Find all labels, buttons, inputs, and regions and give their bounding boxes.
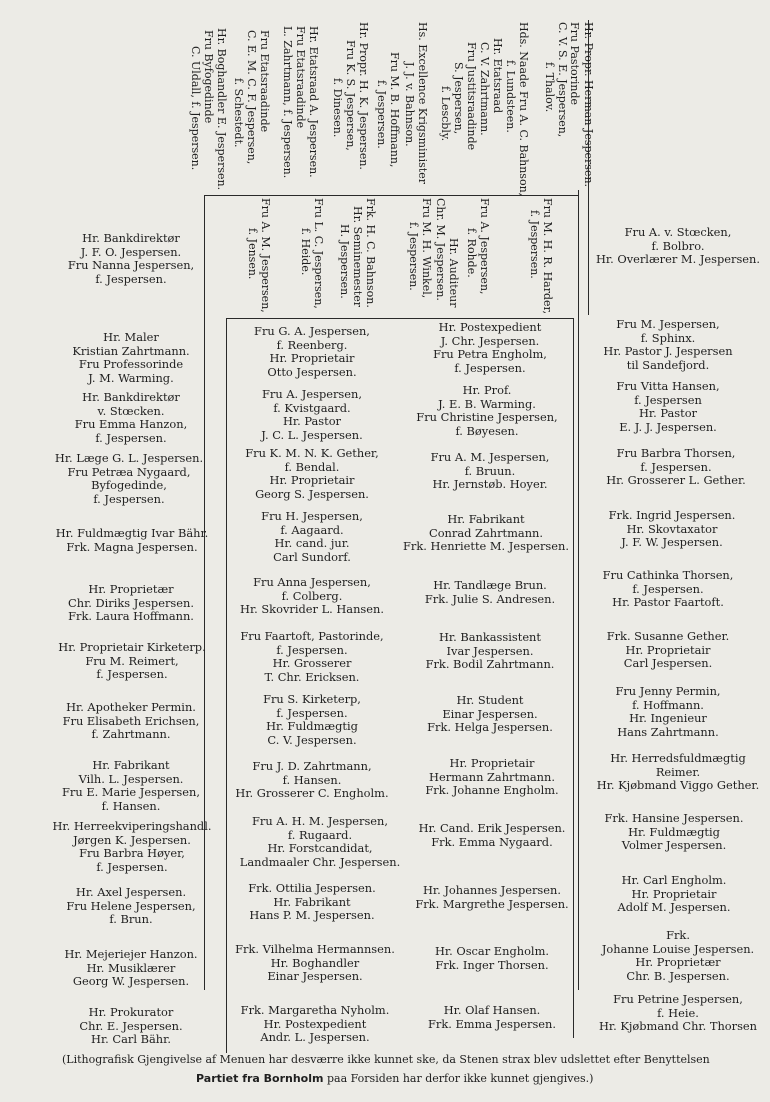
inner-right-seat-8: Hr. Proprietair Hermann Zahrtmann. Frk. Johanne Engholm.	[425, 756, 559, 798]
inner-right-seat-7: Hr. Student Einar Jespersen. Frk. Helga Jespersen.	[427, 693, 553, 735]
mid-vertical-name-13: f. Heide.	[299, 228, 312, 276]
mid-vertical-name-3: Fru A. Jespersen,	[478, 198, 491, 295]
inner-frame-left	[226, 318, 227, 1053]
left-seat-10: Hr. Herreekviperingshandl. Jørgen K. Jespersen. Fru Barbra Høyer, f. Jespersen.	[52, 819, 212, 874]
mid-vertical-name-11: H. Jespersen.	[338, 224, 351, 299]
inner-left-seat-7: Fru S. Kirketerp, f. Jespersen. Hr. Fuldmægtig C. V. Jespersen.	[263, 692, 361, 747]
right-seat-1: Fru A. v. Stœcken, f. Bolbro. Hr. Overlærer M. Jespersen.	[595, 225, 760, 267]
inner-left-seat-12: Frk. Margaretha Nyholm. Hr. Postexpedient Andr. L. Jespersen.	[240, 1003, 390, 1045]
inner-left-seat-11: Frk. Vilhelma Hermannsen. Hr. Boghandler Einar Jespersen.	[235, 942, 395, 984]
vertical-name-2: Fru Pastorinde	[568, 22, 581, 106]
inner-left-seat-5: Fru Anna Jespersen, f. Colberg. Hr. Skovrider L. Hansen.	[240, 575, 384, 617]
left-seat-3: Hr. Bankdirektør v. Stœcken. Fru Emma Hanzon, f. Jespersen.	[74, 390, 188, 445]
vertical-name-10: S. Jespersen,	[452, 62, 465, 135]
left-seat-9: Hr. Fabrikant Vilh. L. Jespersen. Fru E. Marie Jespersen, f. Hansen.	[62, 758, 200, 813]
mid-vertical-name-4: f. Rohde.	[465, 228, 478, 278]
inner-right-seat-3: Fru A. M. Jespersen, f. Bruun. Hr. Jernstøb. Hoyer.	[430, 450, 550, 492]
right-seat-12: Frk. Johanne Louise Jespersen. Hr. Proprietær Chr. B. Jespersen.	[601, 928, 755, 983]
vertical-name-7: Hr. Etatsraad	[491, 38, 504, 114]
inner-left-seat-9: Fru A. H. M. Jespersen, f. Rugaard. Hr. Forstcandidat, Landmaaler Chr. Jespersen.	[239, 814, 401, 869]
vertical-name-6: f. Lundsteen.	[504, 60, 517, 133]
footer-note: (Lithografisk Gjengivelse af Menuen har desværre ikke kunnet ske, da Stenen strax blev udslettet efter Benyttelsen	[62, 1053, 710, 1066]
inner-left-seat-8: Fru J. D. Zahrtmann, f. Hansen. Hr. Grosserer C. Engholm.	[235, 759, 389, 801]
left-seat-2: Hr. Maler Kristian Zahrtmann. Fru Professorinde J. M. Warming.	[72, 330, 190, 385]
right-seat-2: Fru M. Jespersen, f. Sphinx. Hr. Pastor J. Jespersen til Sandefjord.	[603, 317, 733, 372]
right-seat-7: Frk. Susanne Gether. Hr. Proprietair Carl Jespersen.	[606, 629, 730, 671]
vertical-name-16: Hr. Propr. H. K. Jespersen.	[357, 22, 370, 170]
inner-right-seat-11: Hr. Oscar Engholm. Frk. Inger Thorsen.	[435, 944, 549, 972]
left-seat-1: Hr. Bankdirektør J. F. O. Jespersen. Fru Nanna Jespersen, f. Jespersen.	[67, 231, 195, 286]
vertical-name-27: C. Uldall, f. Jespersen.	[189, 46, 202, 171]
mid-vertical-name-6: Chr. M. Jespersen.	[434, 198, 447, 301]
left-seat-5: Hr. Fuldmægtig Ivar Bähr. Frk. Magna Jespersen.	[55, 526, 209, 554]
footer-note-2	[196, 1072, 756, 1085]
left-seat-7: Hr. Proprietair Kirketerp. Fru M. Reimert, f. Jespersen.	[58, 640, 206, 682]
mid-vertical-name-2: f. Jespersen.	[528, 210, 541, 279]
vertical-name-14: Fru M. B. Hoffmann,	[388, 52, 401, 168]
left-seat-13: Hr. Prokurator Chr. E. Jespersen. Hr. Carl Bähr.	[79, 1005, 183, 1047]
right-seat-10: Frk. Hansine Jespersen. Hr. Fuldmægtig Volmer Jespersen.	[604, 811, 744, 853]
mid-vertical-name-7: Fru M. H. Winkel,	[420, 198, 433, 299]
outer-frame-right	[578, 190, 579, 990]
mid-vertical-name-12: Fru L. C. Jespersen,	[312, 198, 325, 309]
vertical-name-12: Hs. Excellence Krigsminister	[416, 22, 429, 184]
mid-vertical-name-5: Hr. Auditeur	[447, 238, 460, 308]
left-seat-6: Hr. Proprietær Chr. Diriks Jespersen. Frk. Laura Hoffmann.	[68, 582, 194, 624]
vertical-name-8: C. V. Zahrtmann.	[478, 42, 491, 136]
vertical-name-23: C. E. M. C. F. Jespersen,	[245, 30, 258, 165]
inner-right-seat-5: Hr. Tandlæge Brun. Frk. Julie S. Andresen.	[424, 578, 556, 606]
vertical-name-17: Fru K. S. Jespersen,	[344, 40, 357, 151]
vertical-name-11: f. Lescbly.	[439, 86, 452, 142]
vertical-name-13: J. J. v. Bahnson.	[403, 62, 416, 147]
inner-right-seat-10: Hr. Johannes Jespersen. Frk. Margrethe Jespersen.	[415, 883, 569, 911]
inner-left-seat-1: Fru G. A. Jespersen, f. Reenberg. Hr. Proprietair Otto Jespersen.	[254, 324, 370, 379]
mid-vertical-name-9: Frk. H. C. Bahnson.	[364, 198, 377, 308]
inner-right-seat-4: Hr. Fabrikant Conrad Zahrtmann. Frk. Henriette M. Jespersen.	[403, 512, 569, 554]
inner-left-seat-2: Fru A. Jespersen, f. Kvistgaard. Hr. Pastor J. C. L. Jespersen.	[261, 387, 363, 442]
vertical-name-4: f. Thalov.	[543, 62, 556, 113]
right-seat-8: Fru Jenny Permin, f. Hoffmann. Hr. Ingenieur Hans Zahrtmann.	[615, 684, 721, 739]
vertical-name-22: Fru Etatsraadinde	[258, 30, 271, 133]
inner-right-seat-9: Hr. Cand. Erik Jespersen. Frk. Emma Nygaard.	[418, 821, 566, 849]
vertical-name-21: L. Zahrtmann, f. Jespersen.	[281, 26, 294, 179]
vertical-name-15: f. Jespersen.	[375, 80, 388, 149]
mid-vertical-name-10: Hr. Seminemester	[351, 206, 364, 307]
inner-left-seat-10: Frk. Ottilia Jespersen. Hr. Fabrikant Hans P. M. Jespersen.	[248, 881, 376, 923]
footer-rest-text: paa Forsiden har derfor ikke kunnet gjengives.)	[323, 1072, 594, 1085]
right-seat-11: Hr. Carl Engholm. Hr. Proprietair Adolf M. Jespersen.	[617, 873, 731, 915]
left-seat-4: Hr. Læge G. L. Jespersen. Fru Petræa Nygaard, Byfogedinde, f. Jespersen.	[54, 451, 204, 506]
inner-left-seat-4: Fru H. Jespersen, f. Aagaard. Hr. cand. jur. Carl Sundorf.	[261, 509, 363, 564]
vertical-name-20: Fru Etatsraadinde	[294, 26, 307, 129]
vertical-name-18: f. Dinesen.	[331, 78, 344, 138]
footer-bold-text: Partiet fra Bornholm	[196, 1072, 324, 1085]
vertical-name-25: Hr. Boghandler E. Jespersen.	[215, 28, 228, 191]
left-seat-11: Hr. Axel Jespersen. Fru Helene Jespersen, f. Brun.	[66, 885, 196, 927]
vertical-name-9: Fru Justitsraadinde	[465, 42, 478, 151]
vertical-name-5: Hds. Naade Fru A. C. Bahnson,	[517, 22, 530, 197]
mid-vertical-name-1: Fru M. H. R. Harder,	[541, 198, 554, 315]
inner-left-seat-3: Fru K. M. N. K. Gether, f. Bendal. Hr. Proprietair Georg S. Jespersen.	[245, 446, 379, 501]
vertical-name-3: C. V. S. E. Jespersen,	[556, 22, 569, 138]
vertical-name-24: f. Schestedt.	[232, 78, 245, 148]
inner-left-seat-6: Fru Faartoft, Pastorinde, f. Jespersen. Hr. Grosserer T. Chr. Ericksen.	[240, 629, 384, 684]
right-seat-6: Fru Cathinka Thorsen, f. Jespersen. Hr. Pastor Faartoft.	[602, 568, 734, 610]
vertical-name-19: Hr. Etatsraad A. Jespersen.	[307, 26, 320, 178]
left-seat-12: Hr. Mejeriejer Hanzon. Hr. Musiklærer Georg W. Jespersen.	[64, 947, 198, 989]
right-seat-9: Hr. Herredsfuldmægtig Reimer. Hr. Kjøbmand Viggo Gether.	[596, 751, 760, 793]
inner-right-seat-12: Hr. Olaf Hansen. Frk. Emma Jespersen.	[428, 1003, 556, 1031]
inner-right-seat-6: Hr. Bankassistent Ivar Jespersen. Frk. Bodil Zahrtmann.	[425, 630, 555, 672]
vertical-name-26: Fru Byfogedinde	[202, 30, 215, 124]
inner-right-seat-1: Hr. Postexpedient J. Chr. Jespersen. Fru Petra Engholm, f. Jespersen.	[433, 320, 547, 375]
mid-vertical-name-14: Fru A. M. Jespersen,	[259, 198, 272, 313]
left-seat-8: Hr. Apotheker Permin. Fru Elisabeth Erichsen, f. Zahrtmann.	[62, 700, 200, 742]
inner-frame-right	[573, 318, 574, 1038]
right-seat-13: Fru Petrine Jespersen, f. Heie. Hr. Kjøbmand Chr. Thorsen	[598, 992, 758, 1034]
vertical-name-1: Hr. Propr. Herman Jespersen.	[582, 22, 595, 188]
inner-right-seat-2: Hr. Prof. J. E. B. Warming. Fru Christine Jespersen, f. Bøyesen.	[416, 383, 558, 438]
mid-vertical-name-15: f. Jensen.	[246, 228, 259, 280]
right-seat-3: Fru Vitta Hansen, f. Jespersen Hr. Pastor E. J. J. Jespersen.	[616, 379, 720, 434]
mid-vertical-name-8: f. Jespersen.	[407, 222, 420, 291]
right-seat-5: Frk. Ingrid Jespersen. Hr. Skovtaxator J. F. W. Jespersen.	[608, 508, 736, 550]
right-seat-4: Fru Barbra Thorsen, f. Jespersen. Hr. Grosserer L. Gether.	[606, 446, 746, 488]
inner-frame-top	[226, 318, 574, 319]
